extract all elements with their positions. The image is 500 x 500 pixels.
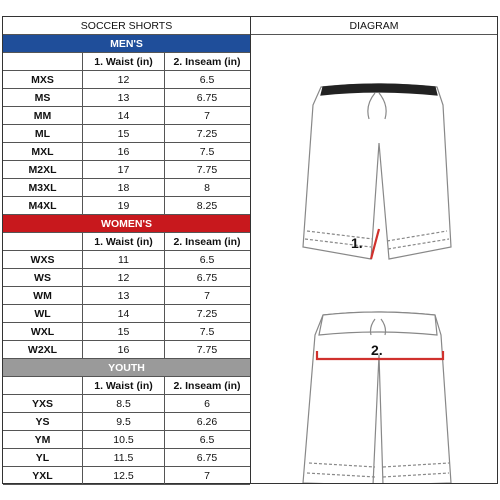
- diagram-title: [251, 17, 497, 35]
- inseam-cell: 6.75: [196, 451, 218, 464]
- inseam-cell: 7.75: [196, 343, 218, 356]
- table-row: [3, 161, 250, 179]
- size-cell: YM: [3, 431, 83, 448]
- waist-cell: 12.5: [83, 467, 165, 484]
- table-row: [3, 251, 250, 269]
- waist-marker-label: 2.: [371, 342, 383, 358]
- table-row: [3, 143, 250, 161]
- size-cell: MS: [3, 89, 83, 106]
- section-label-men: MEN'S: [110, 37, 143, 50]
- inseam-cell: 6.26: [196, 415, 218, 428]
- waist-cell: 19: [83, 197, 165, 214]
- table-row: [3, 179, 250, 197]
- column-header-row: [3, 233, 250, 251]
- waist-cell: 13: [83, 89, 165, 106]
- section-label-youth: YOUTH: [108, 361, 145, 374]
- waist-cell: 13: [83, 287, 165, 304]
- waist-cell: 14: [83, 107, 165, 124]
- waist-column-header: 1. Waist (in): [83, 377, 165, 394]
- waist-cell: 11: [83, 251, 165, 268]
- table-title: [3, 17, 250, 35]
- inseam-cell: 6.5: [199, 433, 215, 446]
- column-header-row: [3, 377, 250, 395]
- size-cell: M3XL: [3, 179, 83, 196]
- waist-cell: 9.5: [83, 413, 165, 430]
- size-column-header: [3, 377, 83, 394]
- men-rows: [3, 71, 250, 215]
- column-header-row: [3, 53, 250, 71]
- size-cell: W2XL: [3, 341, 83, 358]
- waist-cell: 11.5: [83, 449, 165, 466]
- waist-column-header: 1. Waist (in): [83, 53, 165, 70]
- size-cell: YS: [3, 413, 83, 430]
- size-cell: WS: [3, 269, 83, 286]
- inseam-cell: 6.75: [196, 91, 218, 104]
- table-row: [3, 71, 250, 89]
- waist-cell: 16: [83, 143, 165, 160]
- table-row: [3, 413, 250, 431]
- inseam-cell: 6.5: [199, 253, 215, 266]
- table-row: [3, 269, 250, 287]
- inseam-cell: 7.25: [196, 307, 218, 320]
- inseam-cell: 7: [204, 109, 210, 122]
- inseam-cell: 7.25: [196, 127, 218, 140]
- size-chart: [2, 16, 498, 484]
- table-title-text: SOCCER SHORTS: [80, 19, 173, 32]
- section-header-men: [3, 35, 250, 53]
- diagram-panel: [251, 17, 497, 483]
- youth-rows: [3, 395, 250, 485]
- inseam-cell: 7: [204, 469, 210, 482]
- size-cell: WXL: [3, 323, 83, 340]
- section-header-youth: [3, 359, 250, 377]
- table-row: [3, 107, 250, 125]
- inseam-column-header: 2. Inseam (in): [173, 235, 241, 248]
- size-cell: MM: [3, 107, 83, 124]
- table-row: [3, 287, 250, 305]
- inseam-cell: 7.5: [199, 325, 215, 338]
- waist-cell: 17: [83, 161, 165, 178]
- waist-cell: 15: [83, 323, 165, 340]
- inseam-cell: 6: [204, 397, 210, 410]
- table-row: [3, 395, 250, 413]
- inseam-cell: 6.75: [196, 271, 218, 284]
- inseam-column-header: 2. Inseam (in): [173, 55, 241, 68]
- waist-cell: 15: [83, 125, 165, 142]
- inseam-cell: 7: [204, 289, 210, 302]
- inseam-cell: 7.75: [196, 163, 218, 176]
- table-row: [3, 323, 250, 341]
- section-header-women: [3, 215, 250, 233]
- waist-cell: 12: [83, 71, 165, 88]
- size-cell: YXL: [3, 467, 83, 484]
- size-cell: MXL: [3, 143, 83, 160]
- inseam-cell: 7.5: [199, 145, 215, 158]
- inseam-cell: 8: [204, 181, 210, 194]
- shorts-back-illustration: [303, 312, 451, 483]
- size-cell: YL: [3, 449, 83, 466]
- size-cell: M4XL: [3, 197, 83, 214]
- inseam-marker-label: 1.: [351, 235, 363, 251]
- women-rows: [3, 251, 250, 359]
- size-column-header: [3, 233, 83, 250]
- table-row: [3, 89, 250, 107]
- size-table: [3, 17, 251, 483]
- size-column-header: [3, 53, 83, 70]
- size-cell: WM: [3, 287, 83, 304]
- diagram-title-text: DIAGRAM: [349, 19, 399, 32]
- waist-cell: 12: [83, 269, 165, 286]
- inseam-column-header: 2. Inseam (in): [173, 379, 241, 392]
- size-cell: MXS: [3, 71, 83, 88]
- size-cell: WL: [3, 305, 83, 322]
- size-cell: YXS: [3, 395, 83, 412]
- size-cell: M2XL: [3, 161, 83, 178]
- inseam-cell: 6.5: [199, 73, 215, 86]
- waist-cell: 14: [83, 305, 165, 322]
- waist-column-header: 1. Waist (in): [83, 233, 165, 250]
- waist-cell: 8.5: [83, 395, 165, 412]
- inseam-cell: 8.25: [196, 199, 218, 212]
- size-cell: ML: [3, 125, 83, 142]
- section-label-women: WOMEN'S: [101, 217, 152, 230]
- shorts-diagram: [251, 35, 497, 483]
- table-row: [3, 449, 250, 467]
- table-row: [3, 431, 250, 449]
- waist-cell: 16: [83, 341, 165, 358]
- size-cell: WXS: [3, 251, 83, 268]
- waist-cell: 18: [83, 179, 165, 196]
- waist-cell: 10.5: [83, 431, 165, 448]
- table-row: [3, 341, 250, 359]
- table-row: [3, 125, 250, 143]
- table-row: [3, 467, 250, 485]
- table-row: [3, 305, 250, 323]
- table-row: [3, 197, 250, 215]
